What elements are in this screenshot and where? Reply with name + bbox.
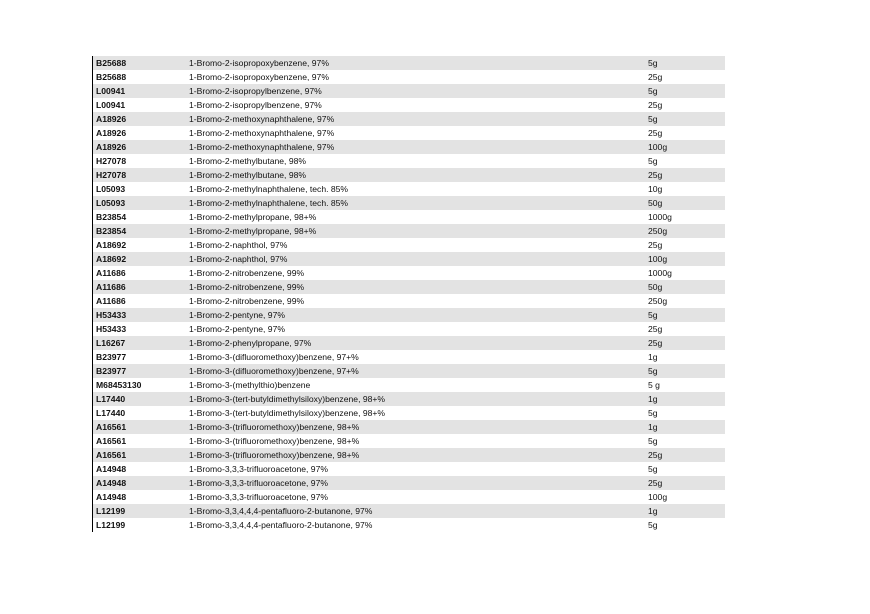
product-code: B23977 — [96, 366, 127, 376]
product-code: H27078 — [96, 170, 127, 180]
product-description: 1-Bromo-2-nitrobenzene, 99% — [189, 268, 305, 278]
product-quantity: 1000g — [648, 212, 672, 222]
product-code: L16267 — [96, 338, 126, 348]
product-description: 1-Bromo-2-naphthol, 97% — [189, 240, 288, 250]
product-quantity: 5g — [648, 310, 658, 320]
product-quantity: 100g — [648, 142, 668, 152]
product-description: 1-Bromo-2-pentyne, 97% — [189, 310, 286, 320]
product-code: A18692 — [96, 240, 127, 250]
product-quantity: 5g — [648, 156, 658, 166]
table-row — [93, 518, 725, 532]
product-quantity: 5g — [648, 366, 658, 376]
product-description: 1-Bromo-3-(trifluoromethoxy)benzene, 98+% — [189, 422, 360, 432]
product-code: L05093 — [96, 184, 126, 194]
table-row — [93, 196, 725, 210]
product-code: L00941 — [96, 86, 126, 96]
product-code: B25688 — [96, 58, 127, 68]
product-description: 1-Bromo-2-methylpropane, 98+% — [189, 226, 317, 236]
product-description: 1-Bromo-2-methoxynaphthalene, 97% — [189, 114, 335, 124]
product-quantity: 100g — [648, 492, 668, 502]
product-quantity: 1g — [648, 506, 658, 516]
product-code: A11686 — [96, 268, 126, 278]
product-code: A18692 — [96, 254, 127, 264]
product-quantity: 10g — [648, 184, 663, 194]
product-code: L17440 — [96, 394, 126, 404]
product-description: 1-Bromo-3-(difluoromethoxy)benzene, 97+% — [189, 366, 359, 376]
product-code: B25688 — [96, 72, 127, 82]
product-quantity: 50g — [648, 282, 663, 292]
product-description: 1-Bromo-2-methylpropane, 98+% — [189, 212, 317, 222]
table-row — [93, 154, 725, 168]
product-description: 1-Bromo-2-nitrobenzene, 99% — [189, 296, 305, 306]
product-description: 1-Bromo-2-methylnaphthalene, tech. 85% — [189, 198, 349, 208]
product-description: 1-Bromo-3,3,4,4,4-pentafluoro-2-butanone, 97% — [189, 506, 373, 516]
table-row — [93, 420, 725, 434]
product-code: A14948 — [96, 492, 127, 502]
product-description: 1-Bromo-3-(trifluoromethoxy)benzene, 98+% — [189, 436, 360, 446]
product-quantity: 5g — [648, 520, 658, 530]
product-description: 1-Bromo-2-pentyne, 97% — [189, 324, 286, 334]
table-row — [93, 294, 725, 308]
table-row — [93, 266, 725, 280]
product-code: B23977 — [96, 352, 127, 362]
product-code: M68453130 — [96, 380, 142, 390]
table-row — [93, 308, 725, 322]
product-quantity: 1g — [648, 422, 658, 432]
product-quantity: 25g — [648, 338, 663, 348]
table-row — [93, 504, 725, 518]
product-quantity: 25g — [648, 240, 663, 250]
product-quantity: 25g — [648, 450, 663, 460]
product-quantity: 5g — [648, 408, 658, 418]
product-code: A11686 — [96, 296, 126, 306]
table-row — [93, 462, 725, 476]
product-quantity: 25g — [648, 72, 663, 82]
product-description: 1-Bromo-3-(tert-butyldimethylsiloxy)benzene, 98+% — [189, 408, 386, 418]
product-description: 1-Bromo-2-naphthol, 97% — [189, 254, 288, 264]
table-row — [93, 434, 725, 448]
product-quantity: 25g — [648, 128, 663, 138]
product-quantity: 250g — [648, 226, 668, 236]
product-table — [92, 56, 725, 532]
product-description: 1-Bromo-3-(difluoromethoxy)benzene, 97+% — [189, 352, 359, 362]
table-row — [93, 252, 725, 266]
product-quantity: 25g — [648, 324, 663, 334]
product-code: A14948 — [96, 478, 127, 488]
table-row — [93, 476, 725, 490]
table-row — [93, 140, 725, 154]
product-description: 1-Bromo-2-isopropoxybenzene, 97% — [189, 58, 329, 68]
product-description: 1-Bromo-2-isopropoxybenzene, 97% — [189, 72, 329, 82]
product-description: 1-Bromo-3-(tert-butyldimethylsiloxy)benzene, 98+% — [189, 394, 386, 404]
table-row — [93, 392, 725, 406]
product-description: 1-Bromo-3,3,3-trifluoroacetone, 97% — [189, 492, 329, 502]
table-row — [93, 210, 725, 224]
table-row — [93, 238, 725, 252]
product-quantity: 1000g — [648, 268, 672, 278]
product-description: 1-Bromo-3,3,3-trifluoroacetone, 97% — [189, 478, 329, 488]
product-code: H27078 — [96, 156, 127, 166]
product-description: 1-Bromo-2-methoxynaphthalene, 97% — [189, 128, 335, 138]
product-description: 1-Bromo-3-(methylthio)benzene — [189, 380, 311, 390]
product-description: 1-Bromo-3-(trifluoromethoxy)benzene, 98+% — [189, 450, 360, 460]
table-row — [93, 406, 725, 420]
product-code: A18926 — [96, 142, 127, 152]
product-code: L00941 — [96, 100, 126, 110]
product-code: L12199 — [96, 520, 126, 530]
table-row — [93, 336, 725, 350]
table-row — [93, 350, 725, 364]
table-row — [93, 378, 725, 392]
product-quantity: 5g — [648, 86, 658, 96]
product-quantity: 250g — [648, 296, 668, 306]
product-code: H53433 — [96, 310, 127, 320]
product-code: L17440 — [96, 408, 126, 418]
table-row — [93, 280, 725, 294]
table-row — [93, 112, 725, 126]
table-row — [93, 70, 725, 84]
table-row — [93, 126, 725, 140]
product-quantity: 100g — [648, 254, 668, 264]
product-description: 1-Bromo-2-methylbutane, 98% — [189, 156, 307, 166]
product-description: 1-Bromo-2-phenylpropane, 97% — [189, 338, 312, 348]
product-description: 1-Bromo-2-methylnaphthalene, tech. 85% — [189, 184, 349, 194]
product-description: 1-Bromo-2-methoxynaphthalene, 97% — [189, 142, 335, 152]
product-code: A16561 — [96, 450, 127, 460]
product-code: A16561 — [96, 422, 127, 432]
product-code: A18926 — [96, 128, 127, 138]
product-quantity: 5g — [648, 436, 658, 446]
product-quantity: 5g — [648, 464, 658, 474]
table-row — [93, 224, 725, 238]
product-quantity: 5g — [648, 114, 658, 124]
product-quantity: 25g — [648, 478, 663, 488]
product-code: A16561 — [96, 436, 127, 446]
table-row — [93, 490, 725, 504]
table-row — [93, 98, 725, 112]
product-description: 1-Bromo-2-methylbutane, 98% — [189, 170, 307, 180]
product-code: H53433 — [96, 324, 127, 334]
table-row — [93, 84, 725, 98]
table-row — [93, 182, 725, 196]
product-quantity: 50g — [648, 198, 663, 208]
product-description: 1-Bromo-2-nitrobenzene, 99% — [189, 282, 305, 292]
product-description: 1-Bromo-3,3,3-trifluoroacetone, 97% — [189, 464, 329, 474]
table-row — [93, 322, 725, 336]
product-description: 1-Bromo-2-isopropylbenzene, 97% — [189, 86, 322, 96]
table-row — [93, 364, 725, 378]
product-code: L05093 — [96, 198, 126, 208]
product-code: A18926 — [96, 114, 127, 124]
product-quantity: 5g — [648, 58, 658, 68]
product-description: 1-Bromo-2-isopropylbenzene, 97% — [189, 100, 322, 110]
table-row — [93, 56, 725, 70]
product-quantity: 1g — [648, 394, 658, 404]
product-code: L12199 — [96, 506, 126, 516]
product-quantity: 25g — [648, 100, 663, 110]
product-quantity: 5 g — [648, 380, 660, 390]
product-code: B23854 — [96, 212, 127, 222]
product-code: A14948 — [96, 464, 127, 474]
product-description: 1-Bromo-3,3,4,4,4-pentafluoro-2-butanone, 97% — [189, 520, 373, 530]
table-row — [93, 448, 725, 462]
product-code: B23854 — [96, 226, 127, 236]
product-code: A11686 — [96, 282, 126, 292]
product-quantity: 1g — [648, 352, 658, 362]
table-row — [93, 168, 725, 182]
product-quantity: 25g — [648, 170, 663, 180]
